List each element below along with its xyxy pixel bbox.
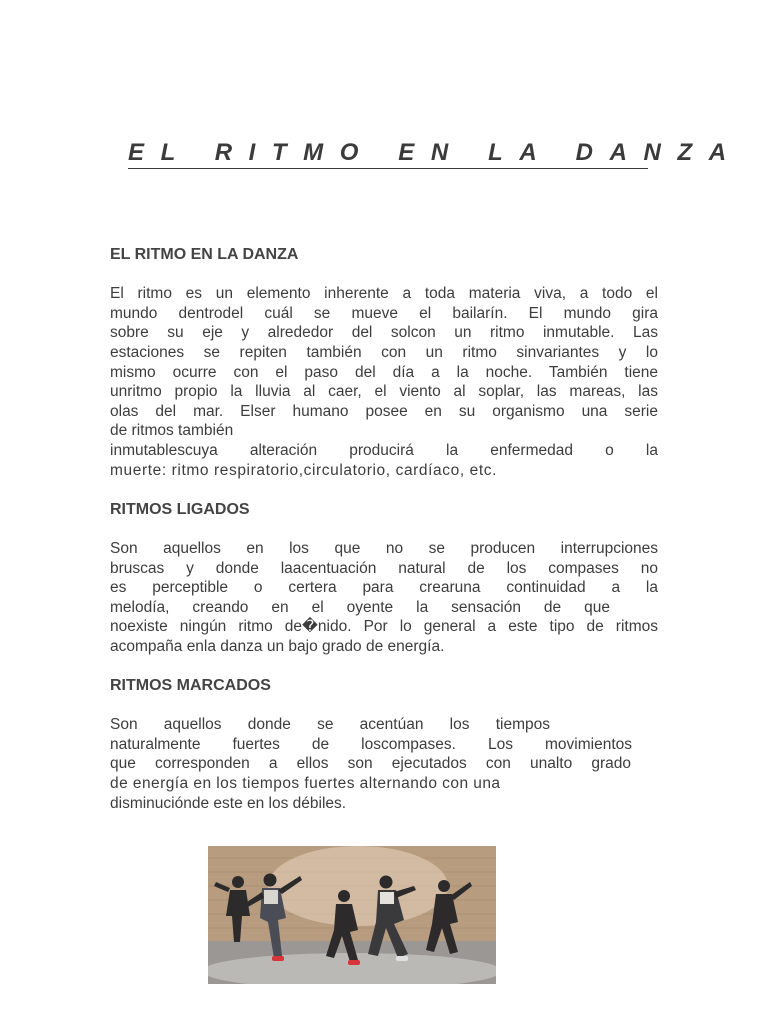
text-line: olas del mar. Elser humano posee en su organismo una serie [110, 402, 658, 420]
text-line: que corresponden a ellos son ejecutados con unalto grado [110, 755, 631, 773]
text-line: de ritmos también [110, 422, 234, 440]
document-body [110, 245, 658, 813]
text-line: mundo dentrodel cuál se mueve el bailarín. El mundo gira [110, 304, 658, 322]
paragraph-marcados [110, 715, 658, 813]
dancers-photo [208, 846, 496, 984]
text-line: acompaña enla danza un bajo grado de energía. [110, 637, 445, 655]
spacer [110, 265, 658, 285]
spacer [110, 656, 658, 676]
dancers-illustration [208, 846, 496, 984]
spacer [110, 480, 658, 500]
text-line: de energía en los tiempos fuertes alternando con una [110, 775, 501, 793]
text-line: unritmo propio la lluvia al caer, el viento al soplar, las mareas, las [110, 383, 658, 401]
document-title: EL RITMO EN LA DANZA [128, 138, 648, 169]
paragraph-ligados [110, 539, 658, 657]
text-line: sobre su eje y alrededor del solcon un ritmo inmutable. Las [110, 324, 658, 342]
text-line: disminuciónde este en los débiles. [110, 794, 347, 812]
text-line: muerte: ritmo respiratorio,circulatorio, cardíaco, etc. [110, 461, 498, 479]
text-line: Son aquellos donde se acentúan los tiempos [110, 716, 550, 734]
section-heading-ritmo: EL RITMO EN LA DANZA [110, 246, 299, 263]
section-heading-marcados: RITMOS MARCADOS [110, 677, 271, 695]
text-line: bruscas y donde laacentuación natural de los compases no [110, 559, 658, 577]
text-line: mismo ocurre con el paso del día a la noche. También tiene [110, 363, 658, 381]
text-line: melodía, creando en el oyente la sensación de que [110, 598, 610, 616]
text-line: El ritmo es un elemento inherente a toda materia viva, a todo el [110, 285, 658, 303]
text-line: inmutablescuya alteración producirá la enfermedad o la [110, 441, 658, 459]
text-line: estaciones se repiten también con un ritmo sinvariantes y lo [110, 343, 658, 361]
spacer [110, 696, 658, 716]
spacer [110, 519, 658, 539]
section-heading-ligados: RITMOS LIGADOS [110, 500, 250, 518]
text-line: Son aquellos en los que no se producen interrupciones [110, 539, 658, 557]
text-line: naturalmente fuertes de loscompases. Los movimientos [110, 735, 632, 753]
text-line: es perceptible o certera para crearuna continuidad a la [110, 579, 658, 597]
paragraph-ritmo [110, 284, 658, 480]
text-line: noexiste ningún ritmo de�nido. Por lo general a este tipo de ritmos [110, 618, 658, 636]
